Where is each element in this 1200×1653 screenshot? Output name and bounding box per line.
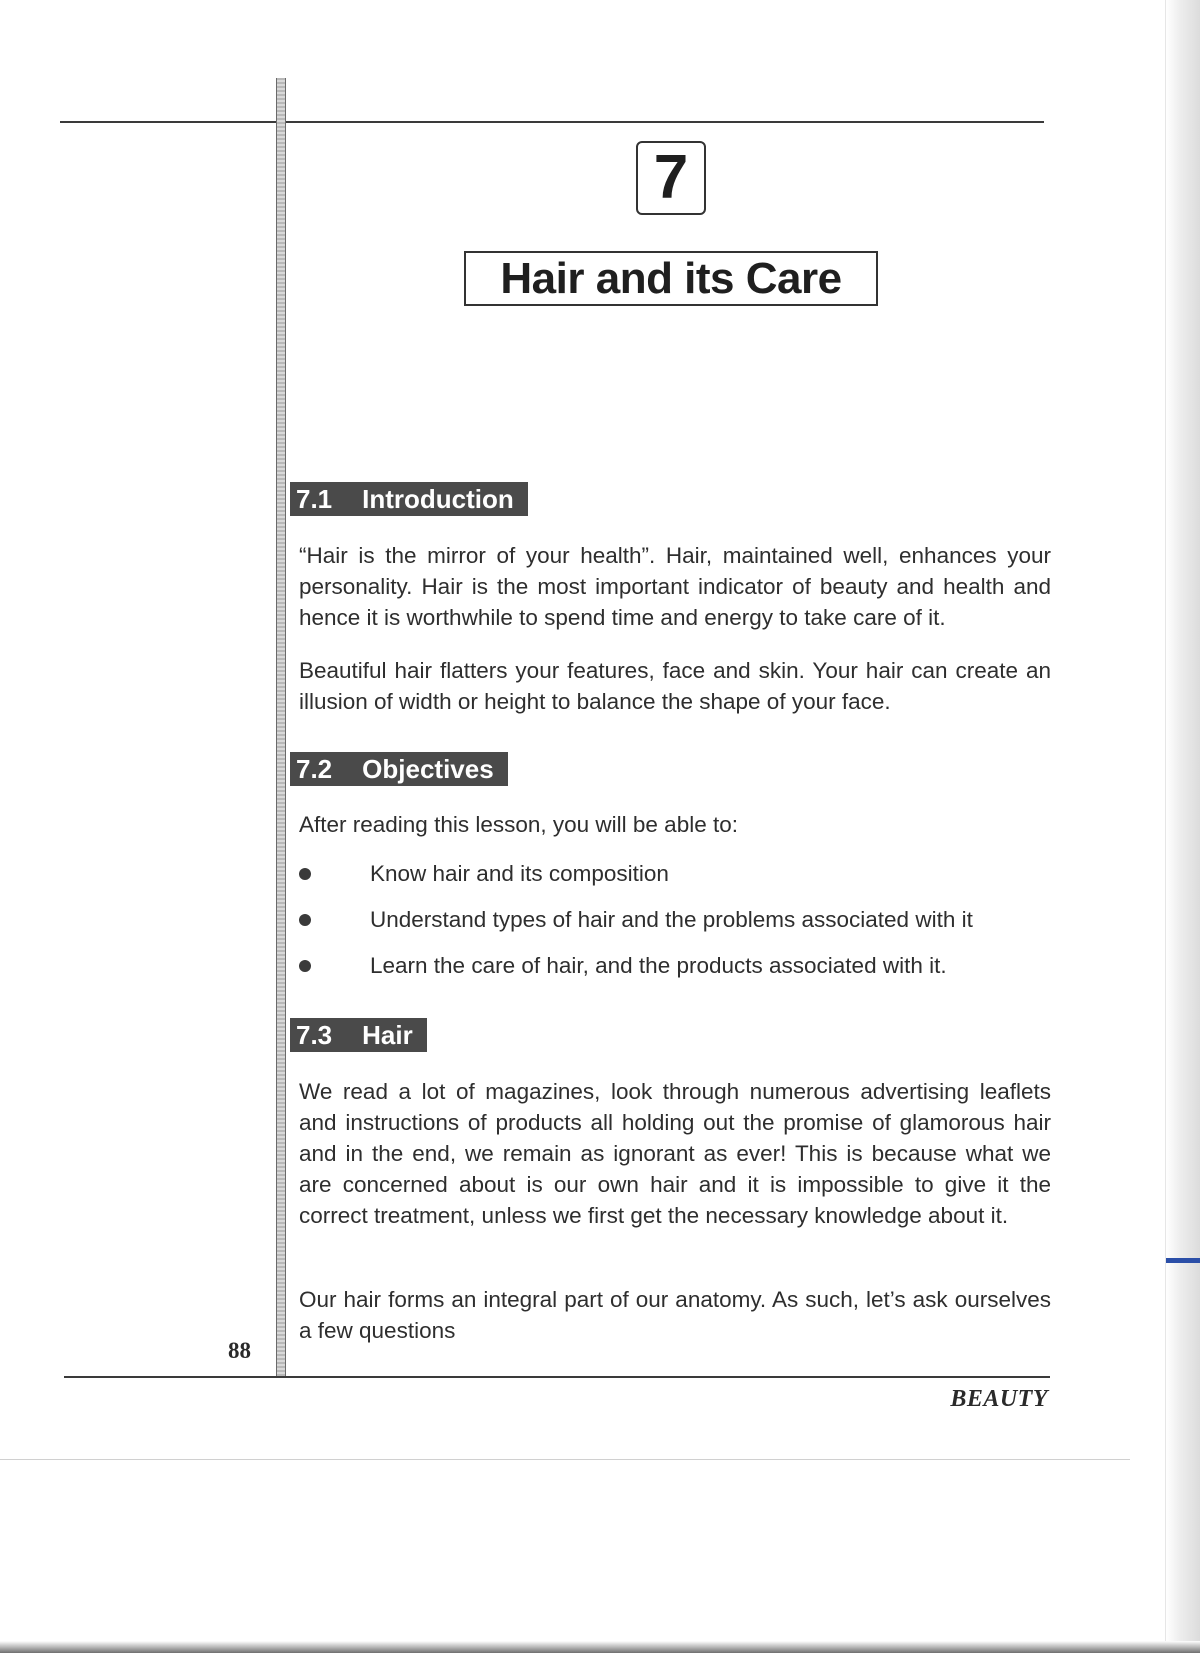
section-title: Objectives (362, 753, 494, 784)
section-title: Introduction (362, 483, 514, 514)
objectives-list (299, 858, 1059, 996)
section-title: Hair (362, 1019, 413, 1050)
scan-bottom-band (0, 1641, 1200, 1653)
chapter-title (464, 251, 878, 306)
section-heading-introduction (290, 482, 528, 516)
section-number: 7.1 (296, 483, 333, 514)
intro-paragraph-2: Beautiful hair flatters your features, face and skin. Your hair can create an illusion of width or height to balance the shape of your face. (299, 658, 1051, 714)
section-number: 7.3 (296, 1019, 333, 1050)
bullet-icon (299, 914, 311, 926)
scan-stray-line (0, 1459, 1130, 1460)
scan-edge-line (1165, 0, 1166, 1653)
book-title: BEAUTY (950, 1386, 1048, 1412)
bullet-icon (299, 960, 311, 972)
chapter-title-text: Hair and its Care (500, 253, 842, 303)
margin-bar (276, 78, 286, 1378)
bullet-icon (299, 868, 311, 880)
section-number: 7.2 (296, 753, 333, 784)
top-rule (60, 121, 1044, 123)
list-item (299, 904, 1059, 950)
scan-edge-shadow (1166, 0, 1200, 1653)
objectives-lead: After reading this lesson, you will be able to: (299, 812, 738, 837)
page-number: 88 (228, 1338, 251, 1363)
list-item-text: Know hair and its composition (370, 861, 669, 886)
list-item (299, 858, 1059, 904)
section-heading-hair (290, 1018, 427, 1052)
intro-paragraph-1: “Hair is the mirror of your health”. Hair, maintained well, enhances your personality. Hair is the most important indicator of beauty and health and hence it is worthwhile to spend time and energy to take care of it. (299, 543, 1051, 630)
bottom-rule (64, 1376, 1050, 1378)
list-item (299, 950, 1059, 996)
list-item-text: Understand types of hair and the problems associated with it (370, 907, 973, 932)
hair-paragraph-2: Our hair forms an integral part of our anatomy. As such, let’s ask ourselves a few questions (299, 1287, 1051, 1343)
list-item-text: Learn the care of hair, and the products associated with it. (370, 953, 947, 978)
hair-paragraph-1: We read a lot of magazines, look through numerous advertising leaflets and instructions of products all holding out the promise of glamorous hair and in the end, we remain as ignorant as ever! This is because what we are concerned about is our own hair and it is impossible to give it the correct treatment, unless we first get the necessary knowledge about it. (299, 1079, 1051, 1228)
section-heading-objectives (290, 752, 508, 786)
scan-edge-mark (1166, 1258, 1200, 1263)
chapter-number: 7 (636, 141, 706, 215)
